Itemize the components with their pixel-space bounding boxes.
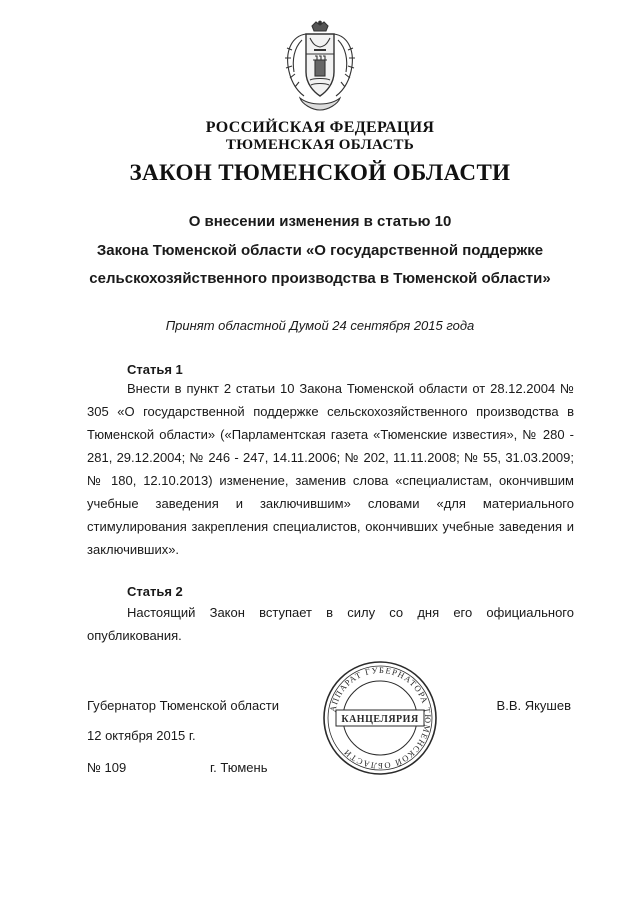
law-heading: ЗАКОН ТЮМЕНСКОЙ ОБЛАСТИ (129, 160, 511, 185)
signatory-position: Губернатор Тюменской области (87, 698, 279, 713)
official-stamp (320, 658, 440, 778)
article-2-heading: Статья 2 (127, 584, 183, 599)
document-title-line-3: сельскохозяйственного производства в Тюменской области» (89, 270, 551, 287)
signatory-name: В.В. Якушев (496, 698, 571, 713)
svg-text:КАНЦЕЛЯРИЯ: КАНЦЕЛЯРИЯ (341, 714, 419, 725)
article-2-text: Настоящий Закон вступает в силу со дня его официального опубликования. (87, 605, 574, 643)
region-heading: ТЮМЕНСКАЯ ОБЛАСТЬ (225, 137, 415, 153)
signing-city: г. Тюмень (210, 760, 268, 775)
country-heading: РОССИЙСКАЯ ФЕДЕРАЦИЯ (205, 119, 435, 136)
document-title-line-2: Закона Тюменской области «О государственной поддержке (96, 242, 544, 259)
article-1-text: Внести в пункт 2 статьи 10 Закона Тюменской области от 28.12.2004 № 305 «О государственной поддержке сельскохозяйственного производства в Тюменской области» («Парламентская газета «Тюменские известия», № 280 - 281, 29.12.2004; № 246 - 247, 14.11.2006; № 202, 11.11.2008; № 55, 31.03.2009; № 180, 12.10.2013) изменение, заменив слова «специалистам, окончившим учебные заведения и заключившим» словами «для материального стимулирования закрепления специалистов, окончивших учебные заведения и заключивших». (87, 381, 574, 557)
adoption-note: Принят областной Думой 24 сентября 2015 года (165, 318, 475, 333)
law-number: № 109 (87, 760, 127, 775)
article-1-heading: Статья 1 (127, 362, 183, 377)
svg-text:АППАРАТ ГУБЕРНАТОРА ТЮМЕНСКОЙ: АППАРАТ ГУБЕРНАТОРА ТЮМЕНСКОЙ ОБЛАСТИ (327, 664, 434, 772)
signing-date: 12 октября 2015 г. (87, 728, 196, 743)
coat-of-arms-emblem (280, 20, 360, 112)
document-title-line-1: О внесении изменения в статью 10 (188, 213, 452, 230)
